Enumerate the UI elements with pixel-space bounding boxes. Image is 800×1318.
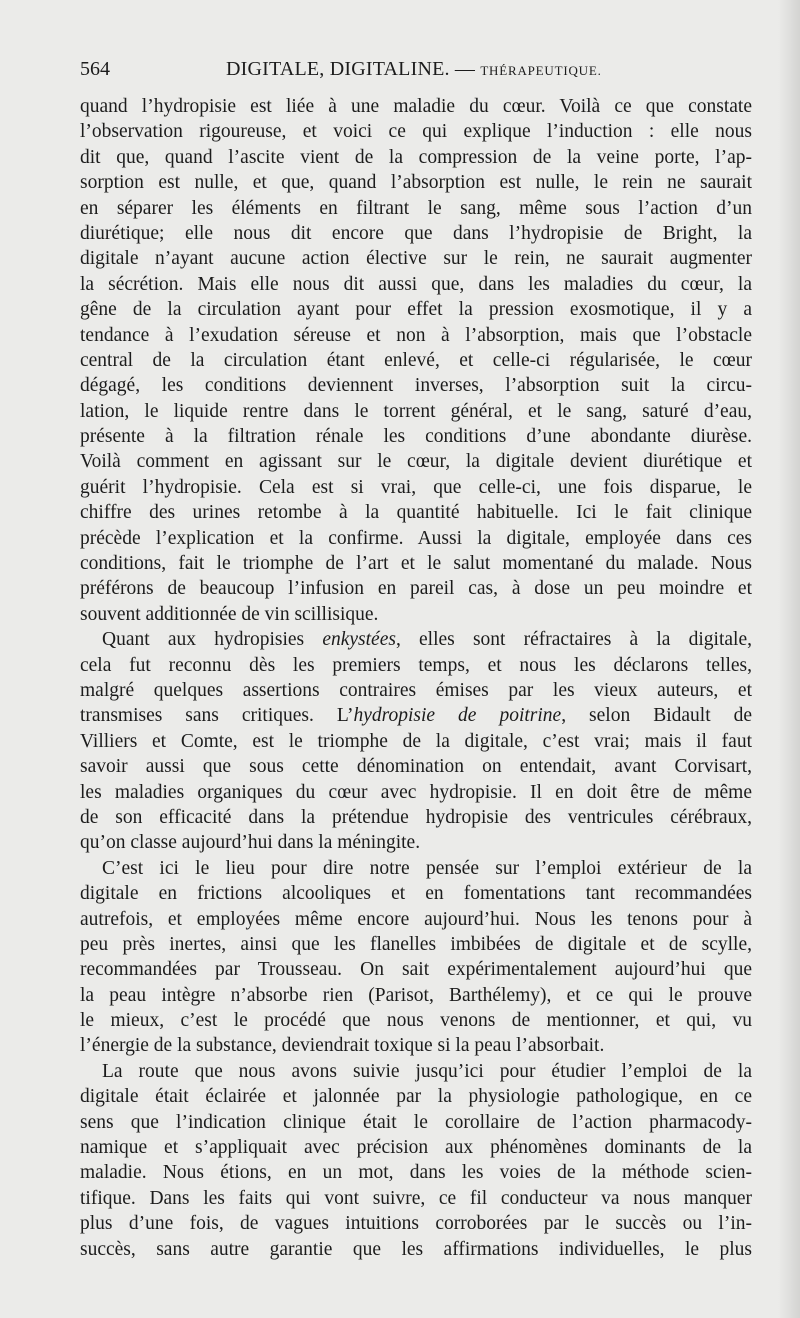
text-line: C’est ici le lieu pour dire notre pensée sur l’emploi extérieur de la: [102, 857, 752, 879]
body-text: [80, 94, 752, 1262]
text-line: de son efficacité dans la prétendue hydropisie des ventricules cérébraux,: [80, 806, 752, 828]
italic-term: hydropisie de poitrine: [353, 705, 562, 727]
text-line: présente à la filtration rénale les conditions d’une abondante diurèse.: [80, 426, 752, 448]
text-line: Quant aux hydropisies enkystées, elles sont réfractaires à la digitale,: [102, 629, 752, 651]
page-edge-shadow: [778, 0, 800, 1318]
text-line: malgré quelques assertions contraires émises par les vieux auteurs, et: [80, 679, 752, 701]
text-line: tendance à l’exudation séreuse et non à l’absorption, mais que l’obstacle: [80, 324, 752, 346]
paragraph: [80, 94, 752, 627]
running-header: [80, 58, 752, 88]
text-line: le mieux, c’est le procédé que nous venons de mentionner, et qui, vu: [80, 1010, 752, 1032]
page-number: 564: [80, 58, 110, 80]
text-line: recommandées par Trousseau. On sait expérimentalement aujourd’hui que: [80, 959, 752, 981]
text-line: en séparer les éléments en filtrant le sang, même sous l’action d’un: [80, 197, 752, 219]
text-line: les maladies organiques du cœur avec hydropisie. Il en doit être de même: [80, 781, 752, 803]
italic-term: enkystées: [322, 629, 396, 651]
text-line: préférons de beaucoup l’infusion en pareil cas, à dose un peu moindre et: [80, 578, 752, 600]
text-line: maladie. Nous étions, en un mot, dans les voies de la méthode scien-: [80, 1162, 752, 1184]
paragraph: [80, 1059, 752, 1262]
text-line: digitale en frictions alcooliques et en fomentations tant recommandées: [80, 883, 752, 905]
paragraph: [80, 627, 752, 856]
text-line: cela fut reconnu dès les premiers temps, et nous les déclarons telles,: [80, 654, 752, 676]
text-line: autrefois, et employées même encore aujourd’hui. Nous les tenons pour à: [80, 908, 752, 930]
paragraph: [80, 856, 752, 1059]
text-line: tifique. Dans les faits qui vont suivre, ce fil conducteur va nous manquer: [80, 1187, 752, 1209]
text-line: qu’on classe aujourd’hui dans la méningite.: [80, 832, 421, 854]
text-line: souvent additionnée de vin scillisique.: [80, 603, 379, 625]
text-line: namique et s’appliquait avec précision aux phénomènes dominants de la: [80, 1137, 752, 1159]
text-line: peu près inertes, ainsi que les flanelles imbibées de digitale et de scylle,: [80, 933, 752, 955]
text-line: digitale était éclairée et jalonnée par la physiologie pathologique, en ce: [80, 1086, 752, 1108]
text-line: central de la circulation étant enlevé, et celle-ci régularisée, le cœur: [80, 349, 752, 371]
text-line: transmises sans critiques. L’hydropisie de poitrine, selon Bidault de: [80, 705, 752, 727]
text-line: lation, le liquide rentre dans le torrent général, et le sang, saturé d’eau,: [80, 400, 752, 422]
text-line: dégagé, les conditions deviennent inverses, l’absorption suit la circu-: [80, 375, 752, 397]
text-line: Voilà comment en agissant sur le cœur, la digitale devient diurétique et: [80, 451, 752, 473]
text-line: Villiers et Comte, est le triomphe de la digitale, c’est vrai; mais il faut: [80, 730, 752, 752]
text-line: diurétique; elle nous dit encore que dans l’hydropisie de Bright, la: [80, 222, 752, 244]
text-line: précède l’explication et la confirme. Aussi la digitale, employée dans ces: [80, 527, 752, 549]
text-line: chiffre des urines retombe à la quantité habituelle. Ici le fait clinique: [80, 502, 752, 524]
text-line: gêne de la circulation ayant pour effet la pression exosmotique, il y a: [80, 299, 752, 321]
text-line: plus d’une fois, de vagues intuitions corroborées par le succès ou l’in-: [80, 1213, 752, 1235]
text-line: La route que nous avons suivie jusqu’ici pour étudier l’emploi de la: [102, 1060, 752, 1082]
text-line: savoir aussi que sous cette dénomination on entendait, avant Corvisart,: [80, 756, 752, 778]
text-line: la peau intègre n’absorbe rien (Parisot, Barthélemy), et ce qui le prouve: [80, 984, 752, 1006]
running-title: [226, 58, 602, 81]
text-line: digitale n’ayant aucune action élective sur le rein, ne saurait augmenter: [80, 248, 752, 270]
running-title-subtitle: THÉRAPEUTIQUE.: [480, 63, 602, 78]
text-line: dit que, quand l’ascite vient de la compression de la veine porte, l’ap-: [80, 146, 752, 168]
text-line: succès, sans autre garantie que les affirmations individuelles, le plus: [80, 1238, 752, 1260]
text-line: l’observation rigoureuse, et voici ce qui explique l’induction : elle nous: [80, 121, 752, 143]
text-line: sorption est nulle, et que, quand l’absorption est nulle, le rein ne saurait: [80, 172, 752, 194]
text-line: la sécrétion. Mais elle nous dit aussi que, dans les maladies du cœur, la: [80, 273, 752, 295]
text-line: l’énergie de la substance, deviendrait toxique si la peau l’absorbait.: [80, 1035, 605, 1057]
text-line: conditions, fait le triomphe de l’art et le salut momentané du malade. Nous: [80, 553, 752, 575]
running-title-main: DIGITALE, DIGITALINE. —: [226, 58, 476, 80]
text-line: quand l’hydropisie est liée à une maladie du cœur. Voilà ce que constate: [80, 96, 752, 117]
text-line: sens que l’indication clinique était le corollaire de l’action pharmacody-: [80, 1111, 752, 1133]
text-line: guérit l’hydropisie. Cela est si vrai, que celle-ci, une fois disparue, le: [80, 476, 752, 498]
